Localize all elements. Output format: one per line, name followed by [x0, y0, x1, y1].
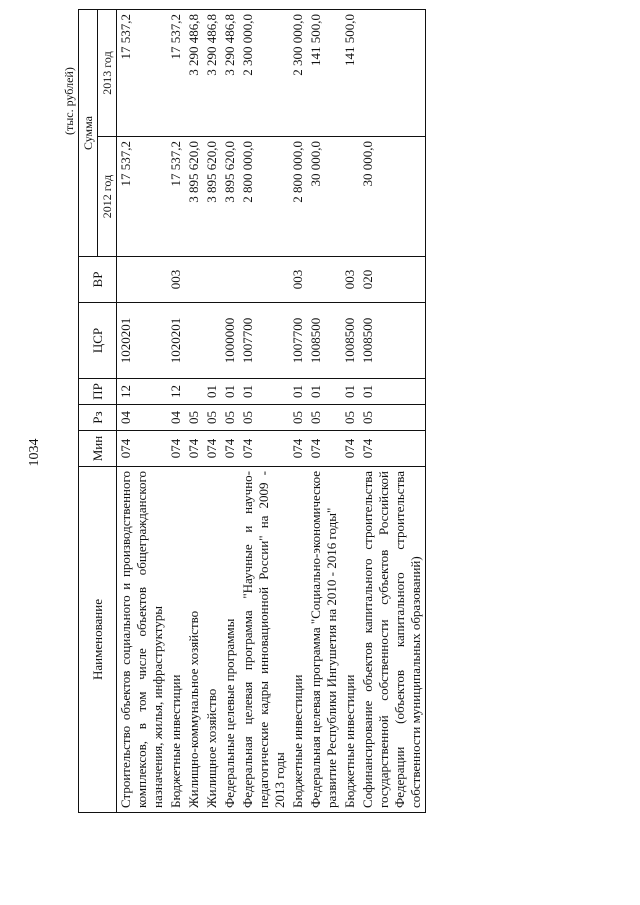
header-csr: ЦСР — [79, 303, 117, 379]
table-row — [167, 9, 185, 812]
row-csr: 1020201 — [167, 303, 185, 379]
table-row — [359, 9, 426, 812]
row-rz: 04 — [117, 405, 168, 431]
header-vr: ВР — [79, 257, 117, 303]
header-2013: 2013 год — [98, 9, 117, 136]
row-rz: 05 — [289, 405, 307, 431]
row-name: Строительство объектов социального и производственного комплексов, в том числе объектов общегражданского назначения, жилья, инфраструктуры — [117, 467, 168, 813]
row-csr: 1000000 — [221, 303, 239, 379]
row-csr: 1008500 — [341, 303, 359, 379]
row-csr — [203, 303, 221, 379]
table-row — [185, 9, 203, 812]
page-number: 1034 — [27, 438, 42, 467]
row-sum-2013: 141 500,0 — [341, 9, 359, 136]
table-row — [221, 9, 239, 812]
row-vr: 003 — [341, 257, 359, 303]
row-min: 074 — [117, 431, 168, 467]
row-pr — [185, 379, 203, 405]
row-sum-2012: 3 895 620,0 — [221, 137, 239, 257]
row-csr: 1020201 — [117, 303, 168, 379]
row-sum-2013: 17 537,2 — [117, 9, 168, 136]
row-csr — [185, 303, 203, 379]
row-rz: 05 — [239, 405, 289, 431]
row-vr: 003 — [289, 257, 307, 303]
row-sum-2012: 17 537,2 — [117, 137, 168, 257]
row-sum-2013: 3 290 486,8 — [203, 9, 221, 136]
row-name: Жилищно-коммунальное хозяйство — [185, 467, 203, 813]
row-pr: 01 — [203, 379, 221, 405]
row-name: Софинансирование объектов капитального строительства государственной собственности субъектов Российской Федерации (объектов капитального строительства собственности муниципальных образований) — [359, 467, 426, 813]
row-sum-2012: 3 895 620,0 — [185, 137, 203, 257]
row-pr: 01 — [239, 379, 289, 405]
row-rz: 05 — [307, 405, 341, 431]
row-sum-2012: 2 800 000,0 — [289, 137, 307, 257]
row-min: 074 — [359, 431, 426, 467]
table-row — [239, 9, 289, 812]
budget-table — [78, 9, 426, 813]
row-min: 074 — [239, 431, 289, 467]
row-csr: 1008500 — [307, 303, 341, 379]
row-rz: 05 — [185, 405, 203, 431]
table-row — [203, 9, 221, 812]
row-rz: 05 — [341, 405, 359, 431]
row-min: 074 — [185, 431, 203, 467]
row-min: 074 — [307, 431, 341, 467]
row-sum-2013: 141 500,0 — [307, 9, 341, 136]
row-vr — [221, 257, 239, 303]
row-vr — [185, 257, 203, 303]
row-name: Федеральные целевые программы — [221, 467, 239, 813]
row-vr: 003 — [167, 257, 185, 303]
row-sum-2013: 2 300 000,0 — [289, 9, 307, 136]
row-pr: 01 — [359, 379, 426, 405]
table-body — [117, 9, 426, 812]
header-rz: Рз — [79, 405, 117, 431]
row-sum-2012: 2 800 000,0 — [239, 137, 289, 257]
row-pr: 01 — [341, 379, 359, 405]
row-pr: 12 — [167, 379, 185, 405]
row-vr — [239, 257, 289, 303]
row-vr — [307, 257, 341, 303]
header-pr: ПР — [79, 379, 117, 405]
row-min: 074 — [203, 431, 221, 467]
row-csr: 1007700 — [289, 303, 307, 379]
row-vr — [203, 257, 221, 303]
row-sum-2013: 17 537,2 — [167, 9, 185, 136]
row-sum-2012: 3 895 620,0 — [203, 137, 221, 257]
row-vr — [117, 257, 168, 303]
row-name: Бюджетные инвестиции — [167, 467, 185, 813]
row-sum-2012: 17 537,2 — [167, 137, 185, 257]
row-rz: 05 — [221, 405, 239, 431]
row-min: 074 — [167, 431, 185, 467]
row-min: 074 — [341, 431, 359, 467]
row-csr: 1007700 — [239, 303, 289, 379]
row-vr: 020 — [359, 257, 426, 303]
row-sum-2012: 30 000,0 — [359, 137, 426, 257]
row-name: Бюджетные инвестиции — [341, 467, 359, 813]
table-row — [307, 9, 341, 812]
units-label: (тыс. рублей) — [62, 67, 76, 135]
row-sum-2013: 2 300 000,0 — [239, 9, 289, 136]
row-sum-2012 — [341, 137, 359, 257]
row-name: Федеральная целевая программа "Социально-экономическое развитие Республики Ингушетия на 2010 - 2016 годы" — [307, 467, 341, 813]
row-sum-2013: 3 290 486,8 — [185, 9, 203, 136]
table-row — [341, 9, 359, 812]
table-row — [117, 9, 168, 812]
row-name: Бюджетные инвестиции — [289, 467, 307, 813]
row-pr: 01 — [307, 379, 341, 405]
row-rz: 05 — [203, 405, 221, 431]
row-sum-2013 — [359, 9, 426, 136]
header-name: Наименование — [79, 467, 117, 813]
row-pr: 01 — [221, 379, 239, 405]
row-sum-2013: 3 290 486,8 — [221, 9, 239, 136]
row-csr: 1008500 — [359, 303, 426, 379]
row-rz: 04 — [167, 405, 185, 431]
row-pr: 01 — [289, 379, 307, 405]
row-min: 074 — [221, 431, 239, 467]
row-name: Федеральная целевая программа "Научные и научно-педагогические кадры инновационной России" на 2009 - 2013 годы — [239, 467, 289, 813]
row-name: Жилищное хозяйство — [203, 467, 221, 813]
row-sum-2012: 30 000,0 — [307, 137, 341, 257]
row-rz: 05 — [359, 405, 426, 431]
row-pr: 12 — [117, 379, 168, 405]
header-2012: 2012 год — [98, 137, 117, 257]
header-min: Мин — [79, 431, 117, 467]
row-min: 074 — [289, 431, 307, 467]
header-sum: Сумма — [79, 9, 98, 256]
table-row — [289, 9, 307, 812]
